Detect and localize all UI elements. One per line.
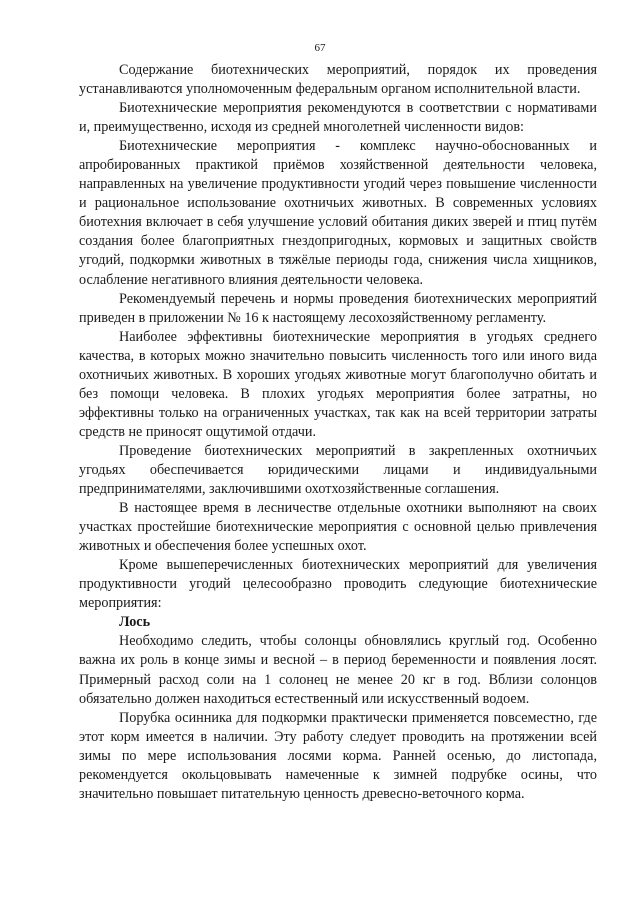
paragraph-current-practice: В настоящее время в лесничестве отдельные охотники выполняют на своих участках простейшие биотехнические мероприятия с основной целью привлечения животных и обеспечения более успешных охот.: [79, 500, 597, 555]
paragraph-content-order: Содержание биотехнических мероприятий, порядок их проведения устанавливаются уполномоченным федеральным органом исполнительной власти.: [79, 62, 597, 98]
paragraph-salt-licks: Необходимо следить, чтобы солонцы обновлялись круглый год. Особенно важна их роль в конце зимы и весной – в период беременности и появления лосят. Примерный расход соли на 1 солонец не менее 20 кг в год. Вблизи солонцов обязательно должен находиться естественный или искусственный водоем.: [79, 633, 597, 707]
document-body: [79, 61, 597, 804]
paragraph-biotechnical-definition: Биотехнические мероприятия - комплекс научно-обоснованных и апробированных практикой приёмов хозяйственной деятельности человека, направленных на увеличение продуктивности угодий через повышение численности и рациональное использование охотничьих животных. В современных условиях биотехния включает в себя улучшение условий обитания диких зверей и птиц путём создания более благоприятных гнездопригодных, кормовых и защитных свойств угодий, подкормки животных в тяжёлые периоды года, снижения числа хищников, ослабление негативного влияния деятельности человека.: [79, 138, 597, 288]
paragraph-additional-measures: Кроме вышеперечисленных биотехнических мероприятий для увеличения продуктивности угодий целесообразно проводить следующие биотехнические мероприятия:: [79, 557, 597, 612]
section-heading-moose: Лось: [119, 614, 151, 631]
paragraph-recommendation-basis: Биотехнические мероприятия рекомендуются в соответствии с нормативами и, преимущественно, исходя из средней многолетней численности видов:: [79, 100, 597, 136]
page-number: 67: [314, 42, 326, 54]
paragraph-recommended-list: Рекомендуемый перечень и нормы проведения биотехнических мероприятий приведен в приложении № 16 к настоящему лесохозяйственному регламенту.: [79, 290, 597, 326]
paragraph-aspen-felling: Порубка осинника для подкормки практически применяется повсеместно, где этот корм имеется в наличии. Эту работу следует проводить на протяжении всей зимы по мере использования лосями корма. Ранней осенью, до листопада, рекомендуется окольцовывать намеченные к зимней подрубке осины, что значительно повышает питательную ценность древесно-веточного корма.: [79, 709, 597, 802]
paragraph-responsibility: Проведение биотехнических мероприятий в закрепленных охотничьих угодьях обеспечивается юридическими лицами и индивидуальными предпринимателями, заключившими охотхозяйственные соглашения.: [79, 442, 597, 498]
paragraph-effectiveness: Наиболее эффективны биотехнические мероприятия в угодьях среднего качества, в которых можно значительно повысить численность того или иного вида охотничьих животных. В хороших угодьях животные могут благополучно обитать и без помощи человека. В плохих угодьях мероприятия более затратны, но эффективны только на ограниченных участках, так как на всей территории затраты средств не приносят ощутимой отдачи.: [79, 328, 597, 440]
